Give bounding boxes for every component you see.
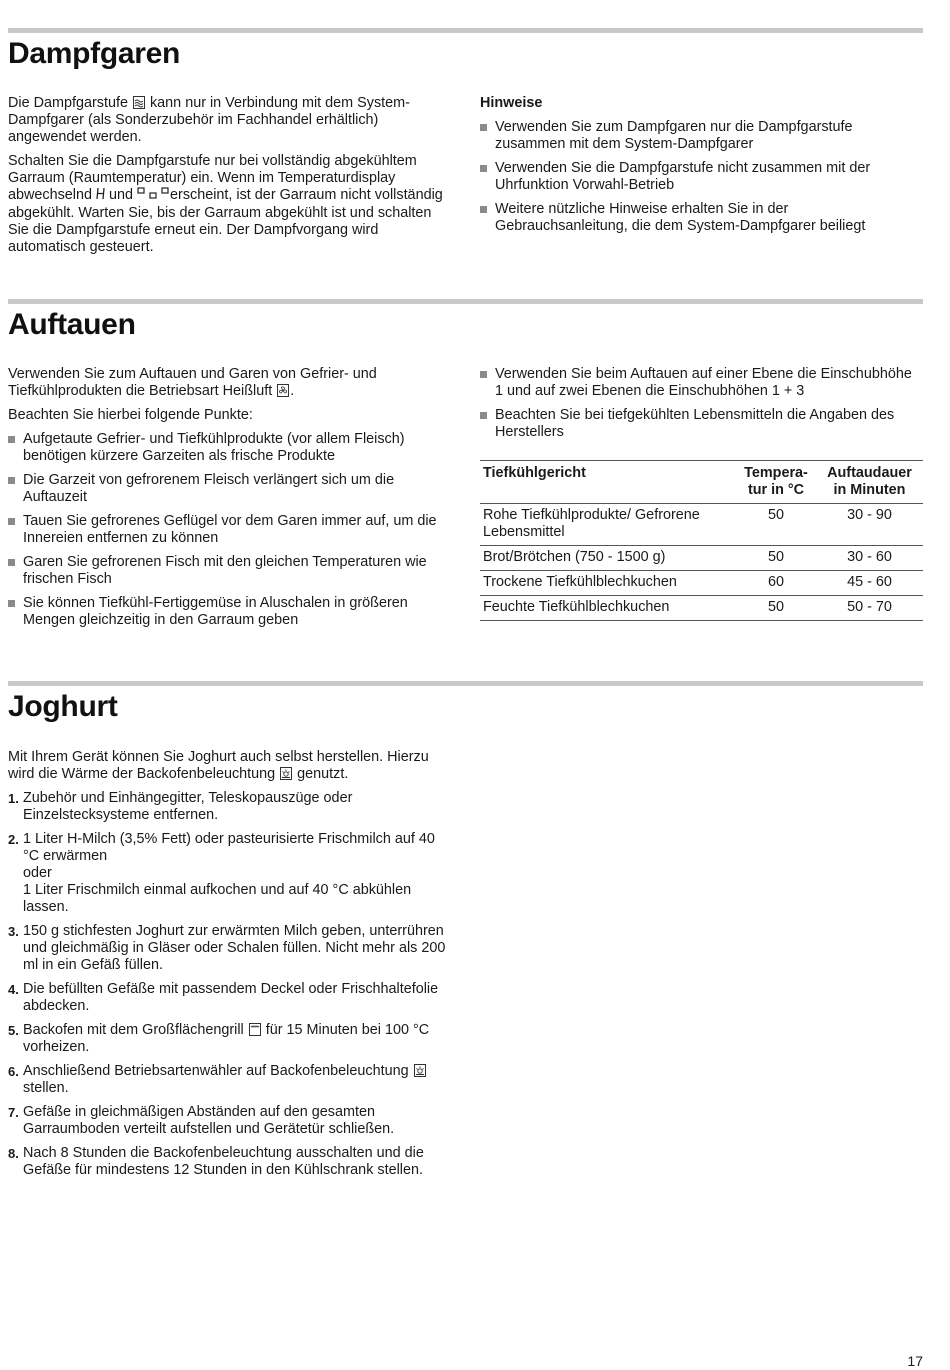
table-row (480, 546, 923, 571)
list-item: Tauen Sie gefrorenes Geflügel vor dem Garen immer auf, um die Innereien entfernen zu können (8, 513, 453, 547)
list-item: 6. Anschließend Betriebsartenwähler auf Backofenbeleuchtung stellen. (8, 1063, 453, 1097)
list-item: 3. 150 g stichfesten Joghurt zur erwärmten Milch geben, unterrühren und gleichmäßig in Gläser oder Schalen füllen. Nicht mehr als 200 ml in ein Gefäß füllen. (8, 923, 446, 973)
notes-title: Hinweise (480, 95, 543, 111)
table-cell: 50 (736, 504, 816, 546)
list-item: Die Garzeit von gefrorenem Fleisch verlängert sich um die Auftauzeit (8, 472, 453, 506)
dampfgaren-text (8, 95, 453, 263)
table-cell: 30 - 90 (816, 504, 923, 546)
column-header: Auftaudauer in Minuten (816, 461, 923, 504)
display-oo-icon (137, 187, 170, 205)
table-header-row (480, 461, 923, 504)
list-item: 7. Gefäße in gleichmäßigen Abständen auf den gesamten Garraumboden verteilt aufstellen und Gerätetür schließen. (8, 1104, 395, 1137)
list-item: 8. Nach 8 Stunden die Backofenbeleuchtung ausschalten und die Gefäße für mindestens 12 Stunden in den Kühlschrank stellen. (8, 1145, 424, 1178)
section-rule (8, 681, 923, 686)
joghurt-text (8, 749, 453, 1186)
paragraph: Mit Ihrem Gerät können Sie Joghurt auch selbst herstellen. Hierzu wird die Wärme der Backofenbeleuchtung genutzt. (8, 749, 429, 782)
table-cell: 30 - 60 (816, 546, 923, 571)
section-rule (8, 299, 923, 304)
table-row (480, 596, 923, 621)
table-cell: 45 - 60 (816, 571, 923, 596)
hot-air-fan-icon (277, 384, 289, 397)
table-cell: 50 (736, 596, 816, 621)
paragraph: Die Dampfgarstufe kann nur in Verbindung mit dem System-Dampfgarer (als Sonderzubehör im Fachhandel erhältlich) angewendet werden. (8, 95, 410, 145)
page-number: 17 (907, 1353, 923, 1369)
paragraph: Schalten Sie die Dampfgarstufe nur bei vollständig abgekühltem Garraum (Raumtemperatur) ein. Wenn im Temperaturdisplay abwechselnd und erscheint, ist der Garraum nicht vollständig abgekühlt. Warten Sie, bis der Garraum abgekühlt ist und schalten Sie die Dampfgarstufe erneut ein. Der Dampfvorgang wird automatisch gesteuert. (8, 153, 443, 255)
oven-light-icon (280, 767, 292, 780)
list-item: 5. Backofen mit dem Großflächengrill für 15 Minuten bei 100 °C vorheizen. (8, 1022, 430, 1055)
list-item: 1. Zubehör und Einhängegitter, Teleskopauszüge oder Einzelstecksysteme entfernen. (8, 790, 353, 823)
list-item: Aufgetaute Gefrier- und Tiefkühlprodukte (vor allem Fleisch) benötigen kürzere Garzeiten als frische Produkte (8, 431, 453, 465)
auftauen-text (8, 366, 453, 636)
table-cell: Trockene Tiefkühlblechkuchen (480, 571, 736, 596)
table-row (480, 504, 923, 546)
auftauen-right (480, 366, 923, 621)
table-cell: 60 (736, 571, 816, 596)
auftauen-points-right (480, 366, 923, 441)
section-title-auftauen: Auftauen (8, 308, 136, 341)
section-rule (8, 28, 923, 33)
list-item: 2. 1 Liter H-Milch (3,5% Fett) oder pasteurisierte Frischmilch auf 40 °C erwärmen oder 1 Liter Frischmilch einmal aufkochen und auf 40 °C abkühlen lassen. (8, 831, 435, 915)
paragraph: Beachten Sie hierbei folgende Punkte: (8, 407, 253, 423)
table-cell: 50 (736, 546, 816, 571)
column-header: Tempera- tur in °C (736, 461, 816, 504)
column-header: Tiefkühlgericht (480, 461, 736, 504)
dampfgaren-notes (480, 95, 920, 242)
table-row (480, 571, 923, 596)
list-item: Verwenden Sie die Dampfgarstufe nicht zusammen mit der Uhrfunktion Vorwahl-Betrieb (480, 160, 920, 194)
list-item: 4. Die befüllten Gefäße mit passendem Deckel oder Frischhaltefolie abdecken. (8, 981, 439, 1014)
frozen-food-table (480, 460, 923, 621)
steam-icon (133, 96, 145, 109)
list-item: Verwenden Sie beim Auftauen auf einer Ebene die Einschubhöhe 1 und auf zwei Ebenen die Einschubhöhen 1 + 3 (480, 366, 923, 400)
list-item: Verwenden Sie zum Dampfgaren nur die Dampfgarstufe zusammen mit dem System-Dampfgarer (480, 119, 920, 153)
table-cell: 50 - 70 (816, 596, 923, 621)
table-cell: Brot/Brötchen (750 - 1500 g) (480, 546, 736, 571)
list-item: Garen Sie gefrorenen Fisch mit den gleichen Temperaturen wie frischen Fisch (8, 554, 453, 588)
auftauen-points-left (8, 431, 453, 629)
section-title-joghurt: Joghurt (8, 690, 118, 723)
list-item: Beachten Sie bei tiefgekühlten Lebensmitteln die Angaben des Herstellers (480, 407, 923, 441)
large-grill-icon (249, 1023, 261, 1036)
list-item: Sie können Tiefkühl-Fertiggemüse in Aluschalen in größeren Mengen gleichzeitig in den Garraum geben (8, 595, 453, 629)
section-title-dampfgaren: Dampfgaren (8, 37, 181, 70)
paragraph: Verwenden Sie zum Auftauen und Garen von Gefrier- und Tiefkühlprodukten die Betriebsart Heißluft . (8, 366, 377, 399)
list-item: Weitere nützliche Hinweise erhalten Sie in der Gebrauchsanleitung, die dem System-Dampfgarer beiliegt (480, 201, 920, 235)
oven-light-icon (414, 1064, 426, 1077)
joghurt-steps (8, 790, 453, 1179)
table-cell: Feuchte Tiefkühlblechkuchen (480, 596, 736, 621)
display-h-icon (96, 187, 105, 205)
notes-list (480, 119, 920, 235)
table-cell: Rohe Tiefkühlprodukte/ Gefrorene Lebensmittel (480, 504, 736, 546)
